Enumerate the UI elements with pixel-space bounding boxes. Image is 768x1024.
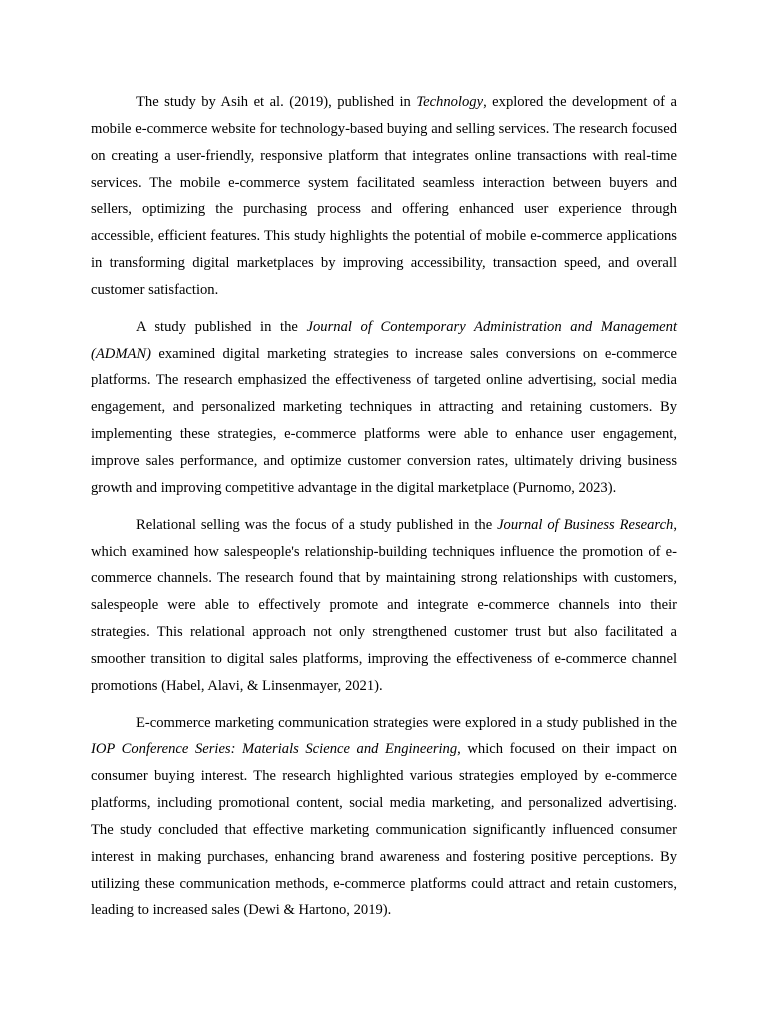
paragraph-text: The study by Asih et al. (2019), published in: [136, 94, 417, 110]
journal-title-technology: Technology: [416, 94, 484, 110]
paragraph-text: A study published in the: [136, 318, 307, 335]
journal-title-iop-conference: IOP Conference Series: Materials Science and Engineering: [91, 741, 458, 758]
paragraph-text: , which focused on their impact on consumer buying interest. The research highlighted various strategies employed by e-commerce platforms, including promotional content, social media marketing, and personalized advertising. The study concluded that effective marketing communication significantly influenced consumer interest in making purchases, enhancing brand awareness and fostering positive perceptions. By utilizing these communication methods, e-commerce platforms could attract and retain customers, leading to increased sales (Dewi & Hartono, 2019).: [91, 741, 677, 919]
document-body: [91, 89, 677, 934]
paragraph-text: examined digital marketing strategies to increase sales conversions on e-commerce platforms. The research emphasized the effectiveness of targeted online advertising, social media engagement, and personalized marketing techniques in attracting and retaining customers. By implementing these strategies, e-commerce platforms were able to enhance user engagement, improve sales performance, and optimize customer conversion rates, ultimately driving business growth and improving competitive advantage in the digital marketplace (Purnomo, 2023).: [91, 345, 677, 496]
journal-title-adman: Journal of Contemporary Administration and Management (ADMAN): [91, 318, 677, 362]
journal-title-business-research: Journal of Business Research: [497, 516, 674, 533]
paragraph-dewi-2019: [91, 710, 677, 925]
paragraph-asih-2019: [91, 89, 677, 304]
paragraph-text: E-commerce marketing communication strategies were explored in a study published in the: [136, 714, 677, 731]
paragraph-habel-2021: [91, 512, 677, 700]
paragraph-text: Relational selling was the focus of a study published in the: [136, 516, 498, 533]
paragraph-text: , explored the development of a mobile e-commerce website for technology-based buying and selling services. The research focused on creating a user-friendly, responsive platform that integrates online transactions with real-time services. The mobile e-commerce system facilitated seamless interaction between buyers and sellers, optimizing the purchasing process and offering enhanced user experience through accessible, efficient features. This study highlights the potential of mobile e-commerce applications in transforming digital marketplaces by improving accessibility, transaction speed, and overall customer satisfaction.: [91, 94, 677, 298]
paragraph-text: , which examined how salespeople's relationship-building techniques influence the promotion of e-commerce channels. The research found that by maintaining strong relationships with customers, salespeople were able to effectively promote and integrate e-commerce channels into their strategies. This relational approach not only strengthened customer trust but also facilitated a smoother transition to digital sales platforms, improving the effectiveness of e-commerce channel promotions (Habel, Alavi, & Linsenmayer, 2021).: [91, 516, 678, 694]
paragraph-purnomo-2023: [91, 314, 677, 502]
